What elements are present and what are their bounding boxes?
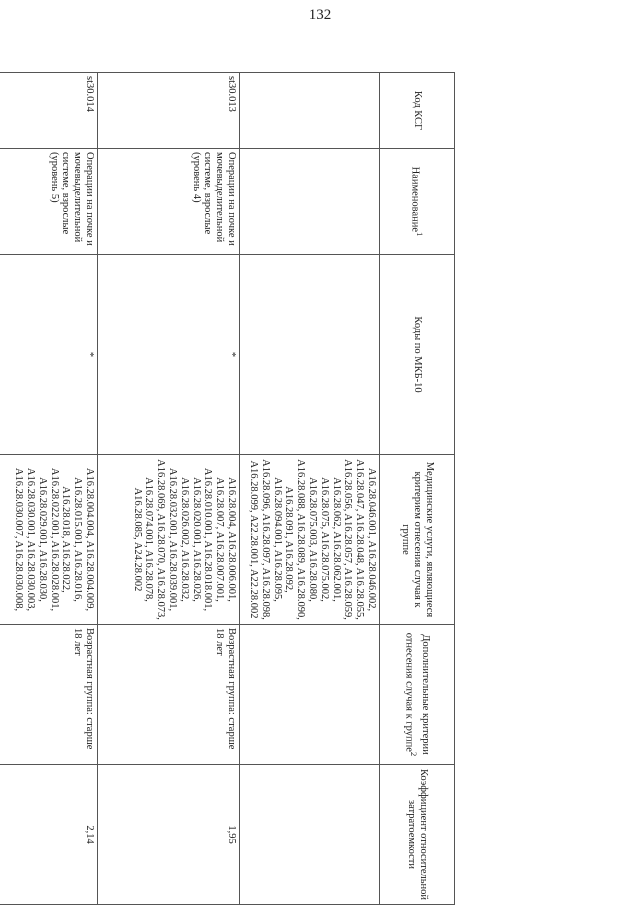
cell-coef: 2,14 [0, 765, 98, 905]
page-number: 132 [308, 7, 332, 23]
cell-criteria: Возрастная группа: старше 18 лет [0, 625, 98, 765]
cell-mkb [240, 255, 380, 455]
cell-name: Операции на почке и мочевыделительной системе, взрослые (уровень 4) [98, 149, 240, 255]
cell-criteria [240, 625, 380, 765]
table-row [98, 73, 240, 905]
cell-mkb: * [98, 255, 240, 455]
cell-criteria: Возрастная группа: старше 18 лет [98, 625, 240, 765]
header-services: Медицинские услуги, являющиеся критерием отнесения случая к группе [380, 455, 455, 625]
header-code: Код КСГ [380, 73, 455, 149]
cell-services: A16.28.046.001, A16.28.046.002, A16.28.047, A16.28.048, A16.28.055, A16.28.056, A16.28.057, A16.28.059, A16.28.062, A16.28.062.001, A16.28.075, A16.28.075.002, A16.28.075.003, A16.28.080, A16.28.088, A16.28.089, A16.28.090, A16.28.091, A16.28.092, A16.28.094.001, A16.28.095, A16.28.096, A16.28.097, A16.28.098, A16.28.099, A22.28.001, A22.28.002 [240, 455, 380, 625]
cell-services: A16.28.004.004, A16.28.004.009, A16.28.015.001, A16.28.016, A16.28.018, A16.28.022, A16.28.022.001, A16.28.028.001, A16.28.029.001, A16.28.030, A16.28.030.001, A16.28.030.003, A16.28.030.007, A16.28.030.008, [0, 455, 98, 625]
ksg-table [0, 72, 455, 905]
header-coef: Коэффициент относительной затратоемкости [380, 765, 455, 905]
cell-coef [240, 765, 380, 905]
cell-services: A16.28.004, A16.28.006.001, A16.28.007, A16.28.007.001, A16.28.010.001, A16.28.018.001, A16.28.020.001, A16.28.026, A16.28.026.002, A16.28.032, A16.28.032.001, A16.28.039.001, A16.28.069, A16.28.070, A16.28.073, A16.28.074.001, A16.28.078, A16.28.085, A24.28.002 [98, 455, 240, 625]
header-mkb: Коды по МКБ-10 [380, 255, 455, 455]
table-row [240, 73, 380, 905]
header-criteria: Дополнительные критерии отнесения случая к группе$^2$ [380, 625, 455, 765]
header-row [380, 73, 455, 905]
cell-code [240, 73, 380, 149]
table-row [0, 73, 98, 905]
header-name: Наименование$^1$ [380, 149, 455, 255]
rotated-table-sheet [0, 72, 455, 904]
cell-coef: 1,95 [98, 765, 240, 905]
cell-code: st30.013 [98, 73, 240, 149]
cell-name [240, 149, 380, 255]
cell-code: st30.014 [0, 73, 98, 149]
cell-mkb: * [0, 255, 98, 455]
cell-name: Операции на почке и мочевыделительной системе, взрослые (уровень 5) [0, 149, 98, 255]
